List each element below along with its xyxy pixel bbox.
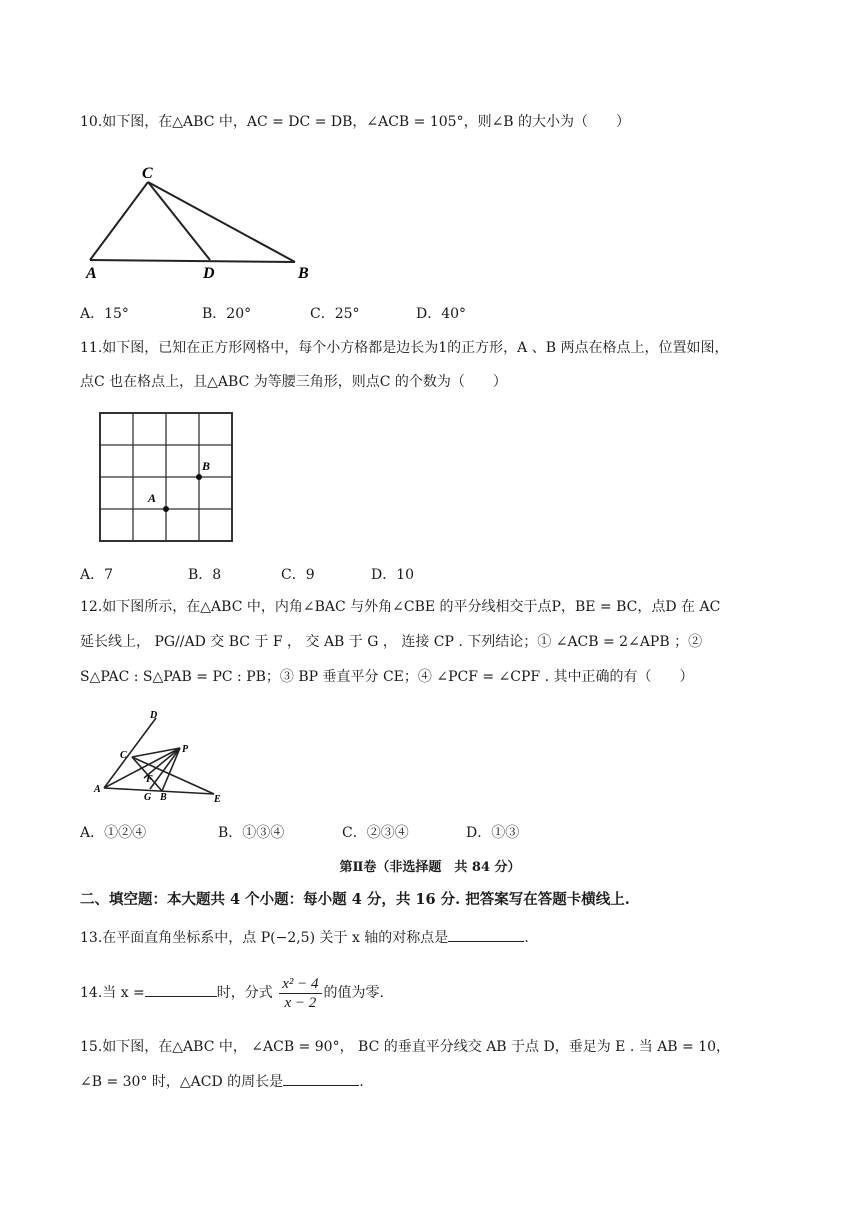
q12-label-p: P — [182, 744, 189, 755]
q14-suffix: 的值为零. — [323, 985, 384, 1001]
q10-label-a: A — [86, 265, 97, 282]
q13-stem — [80, 927, 529, 948]
q15-stem-line1: 15.如下图，在△ABC 中， ∠ACB = 90°， BC 的垂直平分线交 AB 于点 D，垂足为 E . 当 AB = 10， — [80, 1039, 731, 1055]
q10-figure — [80, 160, 330, 285]
q13-text: 13.在平面直角坐标系中，点 P(−2,5) 关于 x 轴的对称点是 — [80, 930, 449, 946]
q14-numerator: x² − 4 — [279, 975, 321, 994]
q11-option-b: B．8 — [188, 567, 222, 583]
q12-stem-line2: 延长线上， PG//AD 交 BC 于 F ， 交 AB 于 G ， 连接 CP . 下列结论；① ∠ACB = 2∠APB ；② — [80, 634, 703, 650]
q14-middle: 时，分式 — [216, 985, 273, 1001]
q12-stem-line3: S△PAC : S△PAB = PC : PB；③ BP 垂直平分 CE；④ ∠PCF = ∠CPF . 其中正确的有（ ） — [80, 669, 694, 685]
q10-label-c: C — [142, 165, 153, 182]
q15-stem-line2 — [80, 1071, 364, 1092]
q11-stem-line1: 11.如下图，已知在正方形网格中，每个小方格都是边长为1的正方形，A 、B 两点在格点上，位置如图， — [80, 340, 729, 356]
q12-options — [80, 822, 519, 842]
part-heading: 二、填空题：本大题共 4 个小题：每小题 4 分，共 16 分. 把答案写在答题卡横线上. — [80, 891, 630, 908]
q14-prefix: 14.当 x = — [80, 985, 145, 1001]
q12-option-a: A．①②④ — [80, 825, 147, 841]
q12-label-g: G — [144, 792, 152, 803]
q11-options — [80, 564, 414, 584]
q14-answer-blank[interactable] — [145, 982, 217, 997]
q11-grid-figure — [96, 410, 238, 546]
q10-options — [80, 303, 466, 323]
q12-option-d: D．①③ — [466, 825, 520, 841]
section-title: 第Ⅱ卷（非选择题 共 84 分） — [339, 860, 521, 875]
q14-fraction — [279, 975, 321, 1012]
q12-stem-line1: 12.如下图所示，在△ABC 中，内角∠BAC 与外角∠CBE 的平分线相交于点P，BE = BC，点D 在 AC — [80, 599, 721, 615]
q10-option-b: B．20° — [202, 306, 252, 322]
q10-option-c: C．25° — [310, 306, 360, 322]
q13-answer-blank[interactable] — [448, 927, 524, 942]
q15-line2-text: ∠B = 30° 时，△ACD 的周长是 — [80, 1074, 284, 1090]
q10-label-b: B — [298, 265, 309, 282]
q12-label-b: B — [160, 792, 167, 803]
q12-option-c: C．②③④ — [342, 825, 409, 841]
q11-option-d: D．10 — [371, 567, 415, 583]
q12-label-d: D — [150, 710, 158, 721]
q11-option-a: A．7 — [80, 567, 114, 583]
q15-answer-blank[interactable] — [283, 1071, 359, 1086]
q10-label-d: D — [203, 265, 215, 282]
q12-figure — [92, 706, 232, 806]
q11-label-a: A — [148, 491, 157, 505]
q13-tail: . — [524, 930, 529, 946]
q10-option-d: D．40° — [416, 306, 467, 322]
q10-stem: 10.如下图，在△ABC 中，AC = DC = DB，∠ACB = 105°，则∠B 的大小为（ ） — [80, 114, 631, 130]
q14-stem — [80, 972, 384, 1014]
q11-stem-line2: 点C 也在格点上，且△ABC 为等腰三角形，则点C 的个数为（ ） — [80, 374, 507, 390]
q12-label-e: E — [214, 794, 221, 805]
q12-option-b: B．①③④ — [218, 825, 285, 841]
q11-option-c: C．9 — [281, 567, 315, 583]
q11-label-b: B — [202, 459, 211, 473]
q11-point-a — [163, 506, 169, 512]
q12-label-f: F — [146, 774, 153, 785]
q12-label-a: A — [94, 784, 101, 795]
q11-point-b — [196, 474, 202, 480]
q14-denominator: x − 2 — [284, 994, 317, 1011]
q12-label-c: C — [120, 750, 127, 761]
q15-tail: . — [359, 1074, 364, 1090]
q10-option-a: A．15° — [80, 306, 129, 322]
